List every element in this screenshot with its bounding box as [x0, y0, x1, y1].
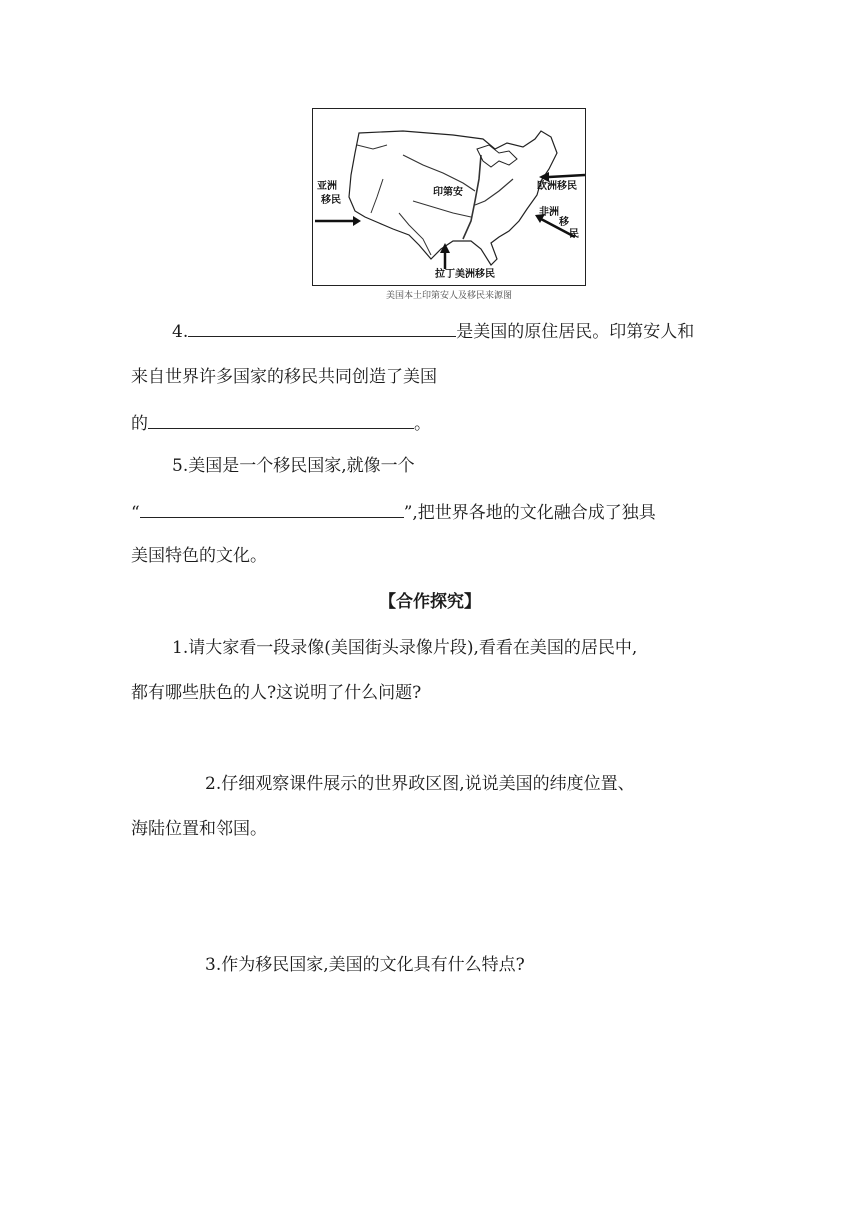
inquiry-1-line-1: 1.请大家看一段录像(美国街头录像片段),看看在美国的居民中,	[172, 638, 638, 658]
inquiry-2-line-1: 2.仔细观察课件展示的世界政区图,说说美国的纬度位置、	[205, 774, 635, 794]
q5-line-2	[131, 499, 656, 525]
q4-number: 4.	[172, 322, 189, 342]
label-indian: 印第安	[433, 187, 463, 198]
arrowhead-asia	[353, 216, 361, 226]
label-africa-2: 移	[559, 217, 569, 228]
section-title: 【合作探究】	[379, 592, 481, 612]
q4-line-2: 来自世界许多国家的移民共同创造了美国	[131, 367, 437, 387]
label-africa-1: 非洲	[539, 207, 559, 218]
q4-end: 。	[414, 414, 431, 434]
inquiry-2-line-2: 海陆位置和邻国。	[131, 819, 267, 839]
q4-line-1	[172, 318, 694, 344]
river-columbia	[357, 145, 387, 149]
q5-close-quote: ”,把世界各地的文化融合成了独具	[403, 503, 656, 523]
q5-open-quote: “	[131, 503, 140, 523]
river-colorado	[371, 179, 383, 213]
river-arkansas	[413, 201, 471, 217]
label-asia-1: 亚洲	[317, 181, 337, 192]
usa-immigration-map	[312, 108, 586, 286]
q4-blank-2[interactable]	[148, 410, 414, 429]
arrow-europe	[549, 175, 585, 177]
river-rio-grande	[399, 213, 431, 255]
q4-blank-1[interactable]	[188, 318, 456, 337]
q4-line-3	[131, 410, 431, 436]
q5-line-3: 美国特色的文化。	[131, 546, 267, 566]
inquiry-1-line-2: 都有哪些肤色的人?这说明了什么问题?	[131, 683, 422, 703]
river-mississippi	[463, 155, 481, 239]
label-latin: 拉丁美洲移民	[435, 269, 495, 280]
map-caption: 美国本土印第安人及移民来源图	[385, 291, 512, 301]
label-europe: 欧洲移民	[537, 181, 577, 192]
q5-blank[interactable]	[140, 499, 404, 518]
river-ohio	[475, 179, 513, 205]
label-africa-3: 民	[569, 229, 579, 240]
q4-prefix: 的	[131, 414, 148, 434]
q5-line-1: 5.美国是一个移民国家,就像一个	[172, 456, 415, 476]
q4-text-1: 是美国的原住居民。印第安人和	[456, 322, 695, 342]
river-missouri	[403, 155, 475, 191]
inquiry-3-line-1: 3.作为移民国家,美国的文化具有什么特点?	[205, 955, 525, 975]
label-asia-2: 移民	[321, 195, 341, 206]
